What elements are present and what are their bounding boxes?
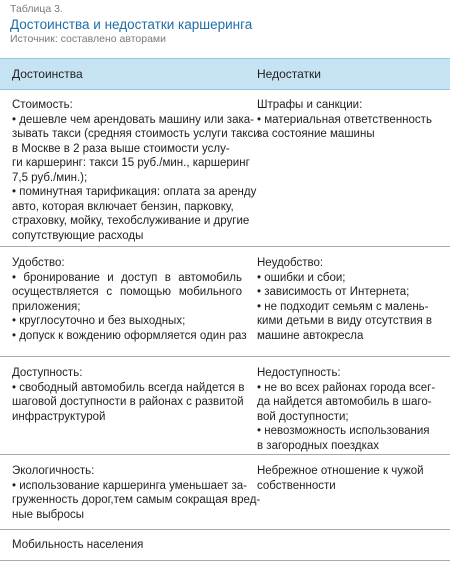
advantage-cell (0, 98, 260, 243)
cell-line: инфраструктурой (12, 410, 106, 423)
table-row (0, 89, 450, 247)
cell-line: авто, которая включает бензин, парковку, (12, 200, 234, 213)
cell-line: 7,5 руб./мин.); (12, 171, 88, 184)
cell-line: • бронирование и доступ в автомобиль (12, 271, 242, 284)
cell-line: вой доступности; (257, 410, 349, 423)
cell-line: в загородных поездках (257, 439, 380, 452)
cell-title: Стоимость: (12, 99, 73, 111)
cell-line: приложения; (12, 300, 81, 313)
cell-line: сопутствующие расходы (12, 229, 144, 242)
advantage-cell (0, 366, 250, 424)
cell-line: ные выбросы (12, 508, 84, 521)
cell-line: • свободный автомобиль всегда найдется в (12, 381, 245, 394)
disadvantage-cell (257, 98, 443, 142)
header-disadvantages: Недостатки (257, 66, 321, 81)
cell-line: • допуск к вождению оформляется один раз (12, 329, 247, 342)
table-row (0, 530, 450, 561)
header-advantages: Достоинства (12, 66, 83, 81)
advantage-cell (0, 256, 250, 343)
cell-line: • круглосуточно и без выходных; (12, 315, 186, 327)
cell-title: Штрафы и санкции: (257, 99, 363, 111)
table-source: Источник: составлено авторами (10, 33, 166, 45)
cell-line: за состояние машины (257, 128, 375, 140)
cell-line: груженность дорог,тем самым сокращая вред- (12, 494, 261, 506)
table-row (0, 455, 450, 530)
cell-title: Удобство: (12, 257, 65, 269)
cell-title: Небрежное отношение к чужой (257, 465, 424, 477)
cell-line: зывать такси (средняя стоимость услуги такси (12, 128, 260, 140)
cell-line: машине автокресла (257, 329, 364, 342)
disadvantage-cell (257, 464, 443, 493)
cell-line: • зависимость от Интернета; (257, 286, 410, 298)
cell-title: Доступность: (12, 367, 83, 379)
table-caption (10, 3, 440, 46)
cell-line: осуществляется с помощью мобильного (12, 286, 242, 298)
comparison-table (0, 58, 450, 551)
table-row (0, 357, 450, 455)
cell-line: • невозможность использования (257, 425, 430, 437)
cell-line: • ошибки и сбои; (257, 271, 346, 284)
cell-title: Экологичность: (12, 465, 95, 477)
cell-title: Недоступность: (257, 367, 341, 379)
cell-line: • поминутная тарификация: оплата за аренду (12, 186, 257, 198)
advantage-cell (0, 538, 250, 553)
cell-line: • не во всех районах города всег- (257, 381, 436, 394)
cell-line: ги каршеринг: такси 15 руб./мин., каршеринг (12, 157, 250, 169)
table-title: Достоинства и недостатки каршеринга (10, 17, 253, 32)
table-number: Таблица 3. (10, 3, 63, 15)
disadvantage-cell (257, 366, 443, 453)
cell-line: кими детьми в виду отсутствия в (257, 315, 432, 327)
cell-line: • материальная ответственность (257, 113, 432, 126)
advantage-cell (0, 464, 261, 522)
cell-line: страховку, мойку, техобслуживание и другие (12, 215, 250, 227)
disadvantage-cell (257, 256, 443, 343)
cell-line: • не подходит семьям с малень- (257, 300, 429, 313)
cell-line: собственности (257, 479, 336, 492)
cell-line: да найдется автомобиль в шаго- (257, 396, 432, 408)
cell-line: • дешевле чем арендовать машину или зака- (12, 113, 254, 126)
table-header (0, 58, 450, 90)
cell-title: Неудобство: (257, 257, 324, 269)
cell-line: шаговой доступности в районах с развитой (12, 396, 244, 408)
cell-line: в Москве в 2 раза выше стоимости услу- (12, 142, 230, 155)
cell-title: Мобильность населения (12, 539, 144, 551)
table-row (0, 247, 450, 357)
cell-line: • использование каршеринга уменьшает за- (12, 479, 248, 492)
